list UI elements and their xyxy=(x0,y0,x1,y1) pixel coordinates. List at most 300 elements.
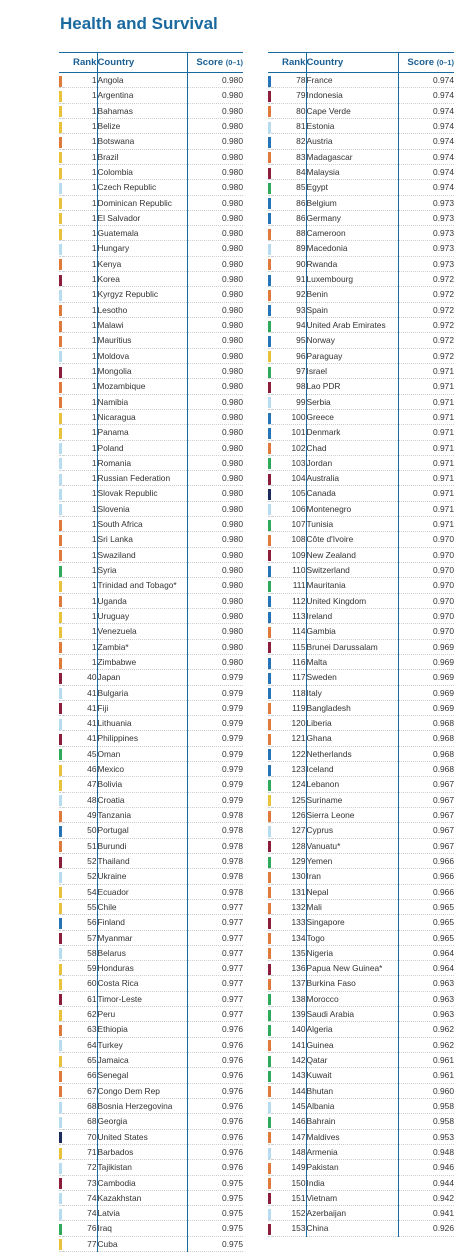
country-cell: Israel xyxy=(306,363,398,378)
region-color-swatch xyxy=(59,1178,62,1189)
country-cell: Croatia xyxy=(97,792,187,807)
rank-cell: 147 xyxy=(272,1129,306,1144)
score-cell: 0.980 xyxy=(187,348,243,363)
country-cell: Kazakhstan xyxy=(97,1190,187,1205)
score-cell: 0.980 xyxy=(187,425,243,440)
score-cell: 0.977 xyxy=(187,991,243,1006)
region-color-swatch xyxy=(59,106,62,117)
rank-cell: 100 xyxy=(272,409,306,424)
country-cell: Nepal xyxy=(306,884,398,899)
score-cell: 0.969 xyxy=(398,700,454,715)
region-color-swatch xyxy=(59,321,62,332)
score-cell: 0.980 xyxy=(187,118,243,133)
country-cell: Yemen xyxy=(306,853,398,868)
rank-cell: 1 xyxy=(63,272,97,287)
region-color-swatch xyxy=(268,474,271,485)
rank-cell: 134 xyxy=(272,930,306,945)
region-color-swatch xyxy=(268,397,271,408)
score-header xyxy=(398,53,454,73)
country-cell: Saudi Arabia xyxy=(306,1007,398,1022)
table-row xyxy=(268,272,454,287)
region-color-swatch xyxy=(59,1056,62,1067)
rank-cell: 1 xyxy=(63,471,97,486)
score-cell: 0.975 xyxy=(187,1190,243,1205)
rank-cell: 139 xyxy=(272,1007,306,1022)
rank-cell: 111 xyxy=(272,578,306,593)
rank-cell: 60 xyxy=(63,976,97,991)
rank-cell: 47 xyxy=(63,777,97,792)
region-color-swatch xyxy=(59,1224,62,1235)
score-cell: 0.967 xyxy=(398,823,454,838)
country-cell: Switzerland xyxy=(306,563,398,578)
region-color-swatch xyxy=(268,642,271,653)
rank-cell: 127 xyxy=(272,823,306,838)
country-cell: Fiji xyxy=(97,700,187,715)
rank-cell: 92 xyxy=(272,287,306,302)
score-cell: 0.980 xyxy=(187,563,243,578)
country-cell: Singapore xyxy=(306,915,398,930)
country-cell: Greece xyxy=(306,409,398,424)
table-row xyxy=(59,700,243,715)
table-row xyxy=(268,517,454,532)
region-color-swatch xyxy=(59,857,62,868)
score-cell: 0.974 xyxy=(398,134,454,149)
rank-cell: 136 xyxy=(272,961,306,976)
rank-cell: 1 xyxy=(63,578,97,593)
table-row xyxy=(59,195,243,210)
score-cell: 0.979 xyxy=(187,700,243,715)
region-color-swatch xyxy=(268,535,271,546)
score-cell: 0.980 xyxy=(187,440,243,455)
table-row xyxy=(268,318,454,333)
country-cell: Sweden xyxy=(306,670,398,685)
score-cell: 0.972 xyxy=(398,272,454,287)
table-row xyxy=(59,869,243,884)
rank-cell: 1 xyxy=(63,118,97,133)
region-color-swatch xyxy=(59,780,62,791)
table-row xyxy=(59,945,243,960)
rank-cell: 73 xyxy=(63,1175,97,1190)
region-color-swatch xyxy=(268,749,271,760)
rank-cell: 128 xyxy=(272,838,306,853)
country-cell: Oman xyxy=(97,746,187,761)
rank-cell: 1 xyxy=(63,164,97,179)
table-row xyxy=(59,624,243,639)
score-cell: 0.977 xyxy=(187,961,243,976)
country-cell: Mongolia xyxy=(97,363,187,378)
score-cell: 0.963 xyxy=(398,976,454,991)
score-cell: 0.966 xyxy=(398,853,454,868)
score-cell: 0.969 xyxy=(398,639,454,654)
region-color-swatch xyxy=(268,841,271,852)
table-row xyxy=(268,440,454,455)
rank-cell: 41 xyxy=(63,685,97,700)
region-color-swatch xyxy=(59,979,62,990)
table-row xyxy=(268,348,454,363)
score-cell: 0.979 xyxy=(187,746,243,761)
country-cell: Malta xyxy=(306,654,398,669)
country-cell: Romania xyxy=(97,455,187,470)
rank-cell: 80 xyxy=(272,103,306,118)
rank-cell: 95 xyxy=(272,333,306,348)
table-row xyxy=(59,1022,243,1037)
rank-cell: 1 xyxy=(63,486,97,501)
country-cell: Italy xyxy=(306,685,398,700)
region-color-swatch xyxy=(59,749,62,760)
region-color-swatch xyxy=(59,887,62,898)
score-cell: 0.980 xyxy=(187,501,243,516)
rank-cell: 1 xyxy=(63,333,97,348)
table-row xyxy=(59,685,243,700)
region-color-swatch xyxy=(59,658,62,669)
region-color-swatch xyxy=(59,566,62,577)
table-row xyxy=(59,1068,243,1083)
table-row xyxy=(59,838,243,853)
rank-header: Rank xyxy=(59,53,97,73)
score-cell: 0.964 xyxy=(398,961,454,976)
rank-cell: 64 xyxy=(63,1037,97,1052)
region-color-swatch xyxy=(59,1148,62,1159)
region-color-swatch xyxy=(59,627,62,638)
country-cell: Zambia* xyxy=(97,639,187,654)
table-row xyxy=(59,731,243,746)
country-cell: Kyrgyz Republic xyxy=(97,287,187,302)
region-color-swatch xyxy=(59,903,62,914)
country-cell: Finland xyxy=(97,915,187,930)
region-color-swatch xyxy=(59,397,62,408)
region-color-swatch xyxy=(59,1239,62,1250)
score-cell: 0.980 xyxy=(187,455,243,470)
country-cell: Algeria xyxy=(306,1022,398,1037)
score-cell: 0.976 xyxy=(187,1037,243,1052)
table-row xyxy=(59,976,243,991)
country-cell: Ecuador xyxy=(97,884,187,899)
table-row xyxy=(59,287,243,302)
region-color-swatch xyxy=(268,795,271,806)
region-color-swatch xyxy=(59,964,62,975)
score-cell: 0.979 xyxy=(187,716,243,731)
score-cell: 0.980 xyxy=(187,210,243,225)
table-row xyxy=(59,654,243,669)
table-row xyxy=(59,991,243,1006)
table-row xyxy=(268,256,454,271)
country-cell: Turkey xyxy=(97,1037,187,1052)
score-cell: 0.971 xyxy=(398,440,454,455)
region-color-swatch xyxy=(59,719,62,730)
rank-cell: 68 xyxy=(63,1098,97,1113)
country-cell: Nicaragua xyxy=(97,409,187,424)
table-row xyxy=(268,1129,454,1144)
country-cell: Mexico xyxy=(97,762,187,777)
score-cell: 0.942 xyxy=(398,1190,454,1205)
region-color-swatch xyxy=(59,765,62,776)
table-row xyxy=(268,899,454,914)
region-color-swatch xyxy=(268,183,271,194)
rank-cell: 99 xyxy=(272,394,306,409)
country-cell: Panama xyxy=(97,425,187,440)
table-row xyxy=(268,409,454,424)
table-row xyxy=(59,853,243,868)
score-cell: 0.970 xyxy=(398,547,454,562)
score-header-label: Score xyxy=(407,57,435,68)
score-cell: 0.964 xyxy=(398,945,454,960)
region-color-swatch xyxy=(59,382,62,393)
score-cell: 0.977 xyxy=(187,899,243,914)
country-cell: Senegal xyxy=(97,1068,187,1083)
table-row xyxy=(268,103,454,118)
table-row xyxy=(59,670,243,685)
rank-cell: 59 xyxy=(63,961,97,976)
rank-cell: 144 xyxy=(272,1083,306,1098)
rank-cell: 46 xyxy=(63,762,97,777)
country-cell: Czech Republic xyxy=(97,180,187,195)
country-cell: Liberia xyxy=(306,716,398,731)
table-row xyxy=(268,1068,454,1083)
rank-cell: 71 xyxy=(63,1144,97,1159)
score-cell: 0.980 xyxy=(187,517,243,532)
rank-cell: 98 xyxy=(272,379,306,394)
country-cell: Cameroon xyxy=(306,226,398,241)
table-row xyxy=(268,578,454,593)
table-row xyxy=(268,471,454,486)
table-row xyxy=(59,899,243,914)
country-cell: Ukraine xyxy=(97,869,187,884)
rank-cell: 1 xyxy=(63,547,97,562)
country-cell: Austria xyxy=(306,134,398,149)
table-row xyxy=(59,455,243,470)
region-color-swatch xyxy=(268,152,271,163)
score-cell: 0.977 xyxy=(187,930,243,945)
score-cell: 0.980 xyxy=(187,287,243,302)
country-cell: Belarus xyxy=(97,945,187,960)
table-row xyxy=(59,333,243,348)
country-cell: Lao PDR xyxy=(306,379,398,394)
rank-cell: 41 xyxy=(63,700,97,715)
region-color-swatch xyxy=(59,336,62,347)
region-color-swatch xyxy=(268,780,271,791)
rank-cell: 114 xyxy=(272,624,306,639)
region-color-swatch xyxy=(268,857,271,868)
country-cell: Ireland xyxy=(306,608,398,623)
country-cell: Albania xyxy=(306,1098,398,1113)
table-row xyxy=(59,746,243,761)
table-row xyxy=(59,1160,243,1175)
score-cell: 0.974 xyxy=(398,103,454,118)
score-cell: 0.974 xyxy=(398,180,454,195)
table-row xyxy=(59,1098,243,1113)
rank-cell: 148 xyxy=(272,1144,306,1159)
rank-cell: 1 xyxy=(63,134,97,149)
rank-cell: 1 xyxy=(63,394,97,409)
country-cell: Qatar xyxy=(306,1053,398,1068)
rank-cell: 52 xyxy=(63,869,97,884)
score-cell: 0.971 xyxy=(398,363,454,378)
rank-cell: 112 xyxy=(272,593,306,608)
table-row xyxy=(59,1083,243,1098)
country-cell: Belize xyxy=(97,118,187,133)
score-cell: 0.980 xyxy=(187,547,243,562)
rank-cell: 141 xyxy=(272,1037,306,1052)
country-cell: Luxembourg xyxy=(306,272,398,287)
country-cell: Macedonia xyxy=(306,241,398,256)
country-cell: Rwanda xyxy=(306,256,398,271)
region-color-swatch xyxy=(268,443,271,454)
region-color-swatch xyxy=(268,811,271,822)
country-cell: Tajikistan xyxy=(97,1160,187,1175)
rank-cell: 1 xyxy=(63,180,97,195)
rank-cell: 107 xyxy=(272,517,306,532)
table-row xyxy=(59,348,243,363)
region-color-swatch xyxy=(59,795,62,806)
score-cell: 0.979 xyxy=(187,731,243,746)
score-cell: 0.978 xyxy=(187,869,243,884)
table-row xyxy=(59,1129,243,1144)
rank-cell: 96 xyxy=(272,348,306,363)
region-color-swatch xyxy=(59,1163,62,1174)
country-cell: Egypt xyxy=(306,180,398,195)
table-row xyxy=(59,210,243,225)
country-cell: Iran xyxy=(306,869,398,884)
region-color-swatch xyxy=(59,91,62,102)
table-row xyxy=(59,501,243,516)
country-cell: Belgium xyxy=(306,195,398,210)
region-color-swatch xyxy=(59,458,62,469)
score-cell: 0.974 xyxy=(398,118,454,133)
country-cell: Syria xyxy=(97,563,187,578)
table-row xyxy=(59,517,243,532)
region-color-swatch xyxy=(268,1010,271,1021)
rank-cell: 78 xyxy=(272,73,306,88)
rank-cell: 1 xyxy=(63,210,97,225)
ranking-table-left xyxy=(59,52,243,1252)
region-color-swatch xyxy=(59,183,62,194)
country-cell: Kuwait xyxy=(306,1068,398,1083)
country-cell: Tanzania xyxy=(97,808,187,823)
region-color-swatch xyxy=(59,229,62,240)
region-color-swatch xyxy=(59,1132,62,1143)
rank-cell: 109 xyxy=(272,547,306,562)
country-cell: Dominican Republic xyxy=(97,195,187,210)
rank-cell: 1 xyxy=(63,149,97,164)
region-color-swatch xyxy=(59,948,62,959)
score-cell: 0.966 xyxy=(398,884,454,899)
table-row xyxy=(268,961,454,976)
country-cell: Suriname xyxy=(306,792,398,807)
region-color-swatch xyxy=(268,428,271,439)
country-cell: Jamaica xyxy=(97,1053,187,1068)
score-cell: 0.980 xyxy=(187,272,243,287)
region-color-swatch xyxy=(268,627,271,638)
region-color-swatch xyxy=(268,566,271,577)
score-cell: 0.980 xyxy=(187,394,243,409)
rank-cell: 103 xyxy=(272,455,306,470)
score-cell: 0.974 xyxy=(398,88,454,103)
score-cell: 0.958 xyxy=(398,1114,454,1129)
table-row xyxy=(268,1098,454,1113)
table-row xyxy=(268,455,454,470)
score-cell: 0.968 xyxy=(398,731,454,746)
country-cell: France xyxy=(306,73,398,88)
table-row xyxy=(268,976,454,991)
score-cell: 0.972 xyxy=(398,302,454,317)
score-cell: 0.971 xyxy=(398,471,454,486)
rank-cell: 1 xyxy=(63,287,97,302)
country-cell: Malawi xyxy=(97,318,187,333)
table-row xyxy=(59,547,243,562)
score-cell: 0.948 xyxy=(398,1144,454,1159)
score-cell: 0.961 xyxy=(398,1068,454,1083)
region-color-swatch xyxy=(59,474,62,485)
region-color-swatch xyxy=(59,76,62,87)
table-row xyxy=(59,180,243,195)
table-row xyxy=(268,792,454,807)
rank-cell: 116 xyxy=(272,654,306,669)
score-cell: 0.980 xyxy=(187,608,243,623)
country-cell: Sri Lanka xyxy=(97,532,187,547)
region-color-swatch xyxy=(268,1132,271,1143)
region-color-swatch xyxy=(59,994,62,1005)
country-cell: Serbia xyxy=(306,394,398,409)
country-cell: Mauritius xyxy=(97,333,187,348)
rank-cell: 1 xyxy=(63,226,97,241)
score-cell: 0.969 xyxy=(398,654,454,669)
region-color-swatch xyxy=(59,428,62,439)
score-cell: 0.974 xyxy=(398,149,454,164)
table-row xyxy=(59,915,243,930)
score-cell: 0.972 xyxy=(398,287,454,302)
country-cell: Russian Federation xyxy=(97,471,187,486)
rank-cell: 85 xyxy=(272,180,306,195)
country-cell: South Africa xyxy=(97,517,187,532)
rank-cell: 120 xyxy=(272,716,306,731)
region-color-swatch xyxy=(268,213,271,224)
region-color-swatch xyxy=(268,275,271,286)
score-cell: 0.946 xyxy=(398,1160,454,1175)
table-row xyxy=(59,1053,243,1068)
region-color-swatch xyxy=(268,321,271,332)
table-row xyxy=(59,440,243,455)
country-cell: Azerbaijan xyxy=(306,1206,398,1221)
region-color-swatch xyxy=(268,1086,271,1097)
score-cell: 0.968 xyxy=(398,746,454,761)
rank-cell: 1 xyxy=(63,624,97,639)
score-cell: 0.926 xyxy=(398,1221,454,1236)
region-color-swatch xyxy=(268,658,271,669)
country-cell: Tunisia xyxy=(306,517,398,532)
rank-cell: 132 xyxy=(272,899,306,914)
country-cell: Sierra Leone xyxy=(306,808,398,823)
rank-cell: 1 xyxy=(63,318,97,333)
region-color-swatch xyxy=(268,1163,271,1174)
table-row xyxy=(59,578,243,593)
score-header-label: Score xyxy=(196,57,224,68)
score-cell: 0.972 xyxy=(398,333,454,348)
score-cell: 0.967 xyxy=(398,777,454,792)
country-cell: Lebanon xyxy=(306,777,398,792)
score-cell: 0.941 xyxy=(398,1206,454,1221)
region-color-swatch xyxy=(268,703,271,714)
table-row xyxy=(268,746,454,761)
score-cell: 0.975 xyxy=(187,1236,243,1251)
rank-cell: 68 xyxy=(63,1114,97,1129)
rank-cell: 153 xyxy=(272,1221,306,1236)
country-cell: Peru xyxy=(97,1007,187,1022)
score-cell: 0.976 xyxy=(187,1144,243,1159)
region-color-swatch xyxy=(59,244,62,255)
rank-cell: 66 xyxy=(63,1068,97,1083)
table-row xyxy=(268,563,454,578)
table-row xyxy=(59,241,243,256)
